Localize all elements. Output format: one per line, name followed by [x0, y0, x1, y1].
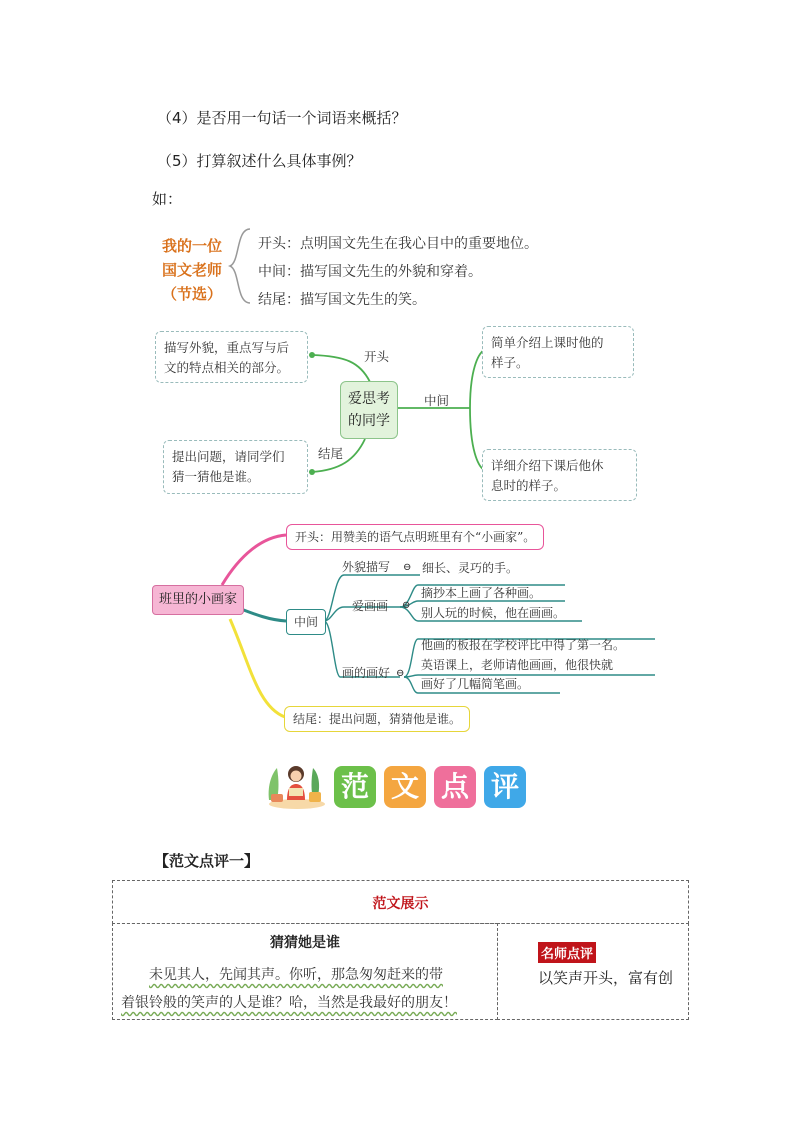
table-header: 范文展示 — [372, 896, 429, 912]
node-line: 猜一猜他是谁。 — [172, 469, 260, 484]
map2-node-middle: 中间 — [286, 609, 326, 635]
map1-label-opening: 开头 — [364, 349, 390, 364]
map2-label-loves-drawing: 爱画画 — [352, 599, 389, 613]
outline-lines — [258, 230, 538, 314]
outline-brace — [226, 226, 256, 306]
map2-node-ending: 结尾：提出问题，猜猜他是谁。 — [284, 706, 470, 732]
example-label: 如： — [152, 190, 183, 208]
outline-title-line: 我的一位 — [161, 237, 222, 255]
outline-line: 开头：点明国文先生在我心目中的重要地位。 — [258, 236, 538, 252]
outline-title — [152, 234, 232, 306]
map2-draws-well-detail: 画好了几幅简笔画。 — [421, 677, 530, 691]
map2-drawing-detail: 摘抄本上画了各种画。 — [421, 586, 542, 600]
comment-text: 以笑声开头，富有创 — [538, 969, 674, 987]
outline-title-line: （节选） — [161, 285, 222, 303]
banner-title — [334, 766, 526, 808]
outline-line: 中间：描写国文先生的外貌和穿着。 — [258, 264, 482, 280]
node-line: 详细介绍下课后他休 — [491, 458, 604, 473]
map1-node-middle-detail-1 — [482, 326, 634, 378]
circle-minus-icon: ⊖ — [402, 600, 411, 611]
banner-char: 点 — [434, 766, 476, 808]
node-line: 简单介绍上课时他的 — [491, 335, 604, 350]
outline-line: 结尾：描写国文先生的笑。 — [258, 292, 426, 308]
map1-node-middle-detail-2 — [482, 449, 637, 501]
map1-node-opening-detail — [155, 331, 308, 383]
map2-node-opening: 开头：用赞美的语气点明班里有个“小画家”。 — [286, 524, 544, 550]
map1-label-ending: 结尾 — [318, 446, 344, 461]
map2-appearance-detail: 细长、灵巧的手。 — [422, 561, 519, 575]
essay-line: 着银铃般的笑声的人是谁？哈，当然是我最好的朋友！ — [121, 995, 457, 1011]
circle-minus-icon: ⊖ — [403, 562, 412, 573]
node-line: 息时的样子。 — [491, 478, 567, 493]
circle-minus-icon: ⊖ — [396, 668, 405, 679]
banner-char: 文 — [384, 766, 426, 808]
reading-girl-illustration — [263, 760, 329, 810]
map2-center-node: 班里的小画家 — [152, 585, 244, 615]
essay-title: 猜猜她是谁 — [270, 935, 340, 951]
map2-drawing-detail: 别人玩的时候，他在画画。 — [421, 606, 566, 620]
map2-draws-well-detail: 他画的板报在学校评比中得了第一名。 — [421, 638, 626, 652]
section-title: 【范文点评一】 — [154, 852, 260, 870]
question-5: （5）打算叙述什么具体事例？ — [157, 152, 362, 170]
comment-cell — [497, 923, 689, 1020]
center-line: 爱思考 — [348, 391, 390, 407]
node-line: 文的特点相关的部分。 — [164, 360, 290, 375]
map2-draws-well-detail: 英语课上，老师请他画画，他很快就 — [421, 658, 614, 672]
map2-label-appearance: 外貌描写 — [342, 560, 391, 574]
banner-char: 范 — [334, 766, 376, 808]
table-header-row — [112, 880, 689, 924]
node-line: 描写外貌，重点写与后 — [164, 340, 290, 355]
map1-center-node — [340, 381, 398, 439]
essay-line: 未见其人，先闻其声。你听，那急匆匆赶来的带 — [149, 967, 443, 983]
map1-node-ending-detail — [163, 440, 308, 494]
comment-badge: 名师点评 — [538, 942, 596, 963]
center-line: 的同学 — [348, 413, 390, 429]
map2-label-draws-well: 画的画好 — [342, 666, 391, 680]
outline-title-line: 国文老师 — [161, 261, 222, 279]
banner-char: 评 — [484, 766, 526, 808]
node-line: 提出问题，请同学们 — [172, 449, 285, 464]
node-line: 样子。 — [491, 355, 529, 370]
question-4: （4）是否用一句话一个词语来概括？ — [157, 109, 407, 127]
map1-label-middle: 中间 — [424, 393, 450, 408]
essay-cell — [112, 923, 498, 1020]
